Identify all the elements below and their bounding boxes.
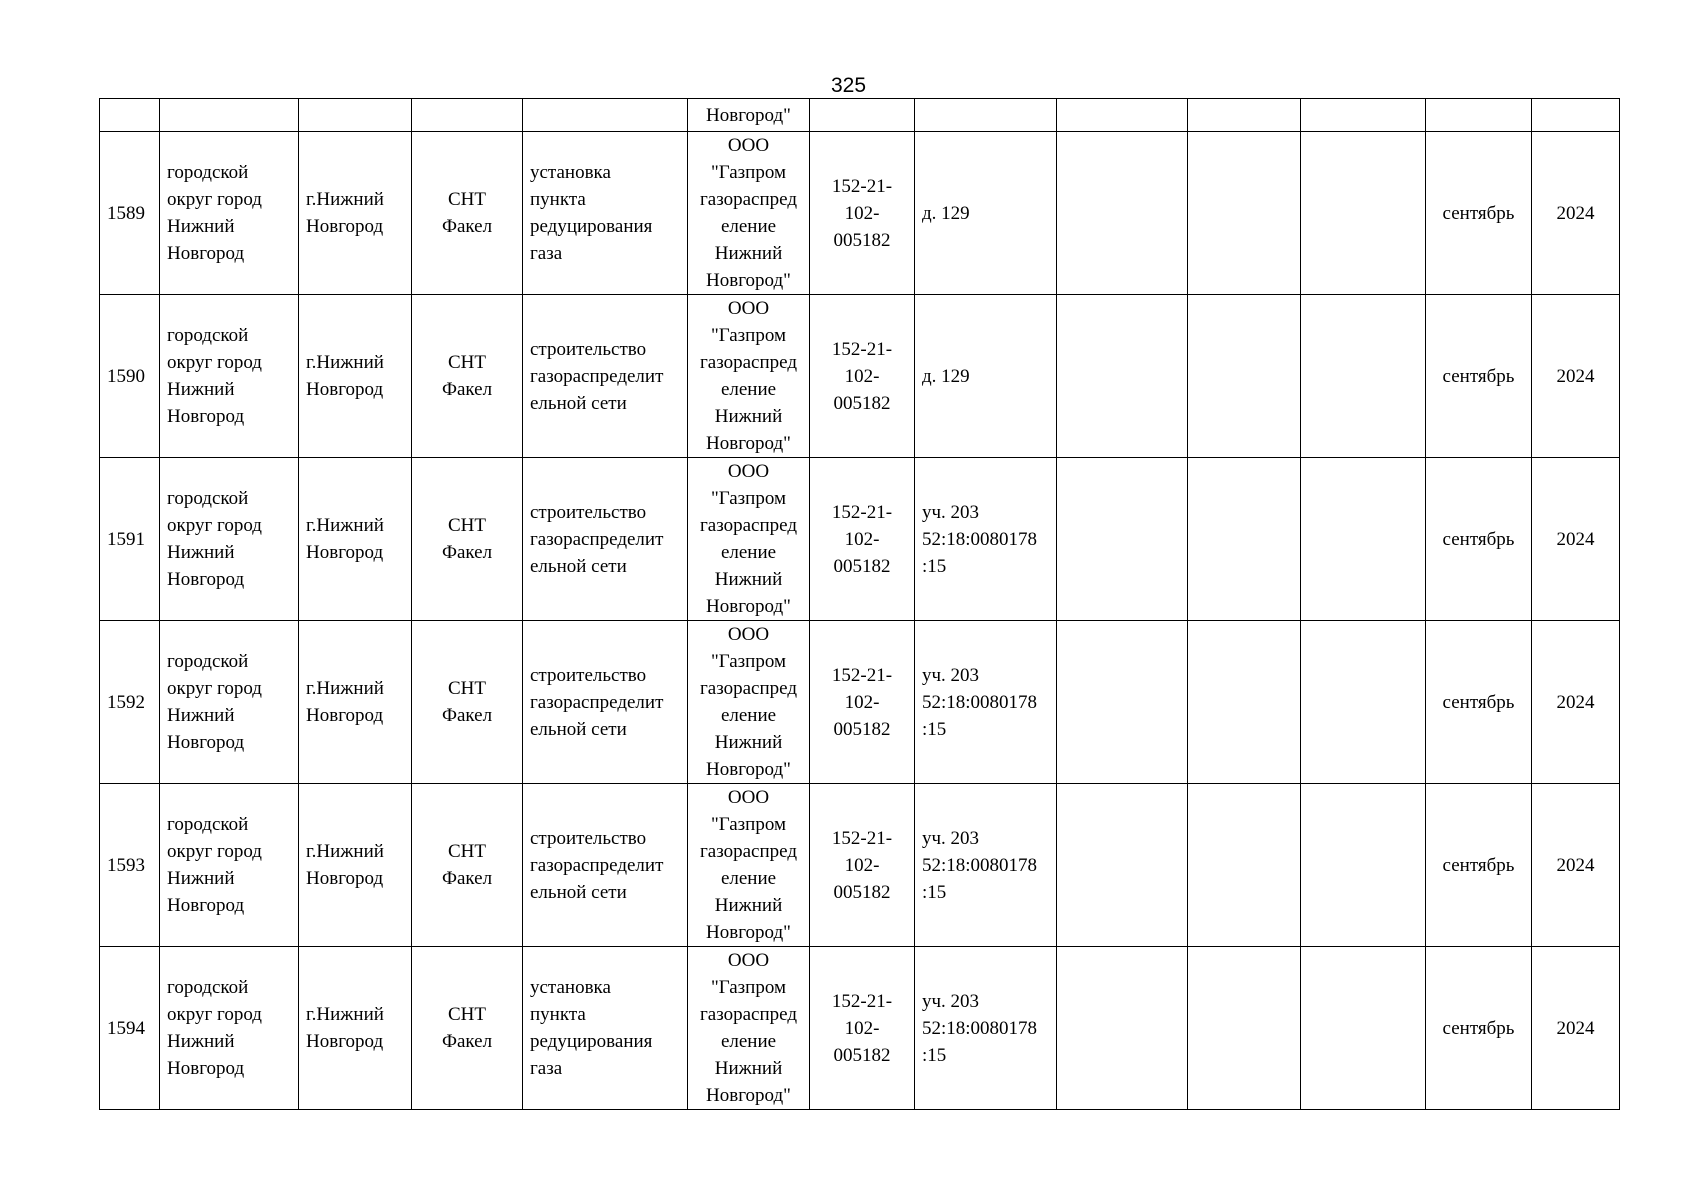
cell-line: "Газпром (710, 814, 787, 835)
cell-line: округ город (167, 1004, 262, 1025)
cell-num: 1590 (100, 295, 160, 458)
cell-line: пункта (530, 189, 586, 210)
table-row (100, 132, 1620, 295)
cell-line: Новгород (167, 1058, 245, 1079)
cell-line: Нижний (714, 732, 783, 753)
cell-work (523, 99, 688, 132)
cell-year: 2024 (1532, 458, 1620, 621)
cell-year: 2024 (1532, 784, 1620, 947)
cell-line: 102- (844, 528, 880, 550)
cell-line: г.Нижний (306, 841, 384, 862)
cell-work (523, 621, 688, 784)
cell-address (915, 621, 1057, 784)
cell-line: газораспределит (530, 365, 664, 387)
cell-district (160, 621, 299, 784)
cell-line: 005182 (833, 718, 891, 740)
cell-line: ООО (727, 298, 770, 319)
cell-line: округ город (167, 352, 262, 373)
cell-line: округ город (167, 678, 262, 699)
cell-num (100, 99, 160, 132)
cell-col9 (1057, 458, 1188, 621)
cell-col11 (1301, 784, 1426, 947)
cell-month: сентябрь (1426, 132, 1532, 295)
cell-line: округ город (167, 515, 262, 536)
cell-organization (688, 947, 810, 1110)
cell-col9 (1057, 621, 1188, 784)
cell-line: городской (167, 325, 249, 346)
cell-line: 005182 (833, 229, 891, 251)
cell-line: газораспред (699, 189, 797, 210)
cell-line: 52:18:0080178 (922, 691, 1038, 713)
cell-num: 1591 (100, 458, 160, 621)
cell-line: :15 (922, 555, 947, 577)
cell-line: городской (167, 162, 249, 183)
cell-line: 152-21- (831, 664, 893, 686)
cell-address (915, 784, 1057, 947)
cell-line: :15 (922, 1044, 947, 1066)
cell-work (523, 458, 688, 621)
cell-city (299, 621, 412, 784)
cell-line: газораспределит (530, 691, 664, 713)
cell-line: 005182 (833, 555, 891, 577)
cell-line: Нижний (714, 243, 783, 264)
cell-line: Нижний (167, 1031, 235, 1052)
cell-line: 102- (844, 365, 880, 387)
cell-work (523, 947, 688, 1110)
cell-line: редуцирования (530, 216, 653, 237)
cell-line: городской (167, 814, 249, 835)
cell-year (1532, 99, 1620, 132)
cell-line: газораспределит (530, 854, 664, 876)
cell-line: уч. 203 (922, 664, 980, 686)
cell-code (810, 99, 915, 132)
cell-line: пункта (530, 1004, 586, 1025)
cell-line: СНТ (448, 1004, 486, 1025)
cell-line: "Газпром (710, 977, 787, 998)
cell-code (810, 458, 915, 621)
cell-col10 (1188, 947, 1301, 1110)
cell-col9 (1057, 784, 1188, 947)
cell-line: 52:18:0080178 (922, 1017, 1038, 1039)
cell-district (160, 947, 299, 1110)
cell-line: установка (530, 977, 611, 998)
cell-line: г.Нижний (306, 189, 384, 210)
cell-line: ООО (727, 787, 770, 808)
cell-line: ельной сети (530, 718, 627, 740)
cell-line: Новгород (167, 406, 245, 427)
cell-col10 (1188, 458, 1301, 621)
cell-year: 2024 (1532, 132, 1620, 295)
cell-city (299, 99, 412, 132)
cell-col11 (1301, 458, 1426, 621)
cell-line: городской (167, 488, 249, 509)
cell-line: г.Нижний (306, 515, 384, 536)
cell-col11 (1301, 947, 1426, 1110)
cell-line: г.Нижний (306, 678, 384, 699)
cell-col10 (1188, 132, 1301, 295)
cell-settlement (412, 99, 523, 132)
table-row (100, 621, 1620, 784)
cell-work (523, 295, 688, 458)
cell-settlement (412, 947, 523, 1110)
cell-line: "Газпром (710, 325, 787, 346)
cell-line: Нижний (167, 216, 235, 237)
cell-line: округ город (167, 841, 262, 862)
cell-year: 2024 (1532, 295, 1620, 458)
cell-col9 (1057, 132, 1188, 295)
cell-month (1426, 99, 1532, 132)
cell-line: Нижний (714, 1058, 783, 1079)
cell-line: 102- (844, 691, 880, 713)
cell-work (523, 132, 688, 295)
cell-line: Новгород" (706, 759, 791, 780)
cell-line: еление (720, 379, 777, 400)
continuation-row (100, 99, 1620, 132)
cell-city (299, 458, 412, 621)
cell-col10 (1188, 621, 1301, 784)
cell-address (915, 947, 1057, 1110)
gasification-register-table (99, 98, 1620, 1110)
cell-line: установка (530, 162, 611, 183)
cell-address (915, 295, 1057, 458)
cell-code (810, 947, 915, 1110)
cell-line: 102- (844, 202, 880, 224)
cell-line: газораспред (699, 841, 797, 862)
cell-line: Новгород (306, 216, 384, 237)
cell-col9 (1057, 947, 1188, 1110)
cell-line: газораспред (699, 352, 797, 373)
table-body (100, 99, 1620, 1110)
cell-line: Нижний (167, 868, 235, 889)
cell-city (299, 295, 412, 458)
cell-settlement (412, 621, 523, 784)
cell-month: сентябрь (1426, 784, 1532, 947)
cell-col11 (1301, 295, 1426, 458)
cell-line: 52:18:0080178 (922, 854, 1038, 876)
table-row (100, 458, 1620, 621)
cell-line: городской (167, 977, 249, 998)
cell-line: округ город (167, 189, 262, 210)
cell-line: Факел (441, 379, 493, 400)
cell-col11 (1301, 621, 1426, 784)
cell-line: уч. 203 (922, 990, 980, 1012)
page-number: 325 (830, 74, 867, 97)
cell-line: Факел (441, 868, 493, 889)
cell-organization (688, 621, 810, 784)
cell-line: "Газпром (710, 488, 787, 509)
cell-address (915, 132, 1057, 295)
cell-work (523, 784, 688, 947)
cell-line: газораспред (699, 515, 797, 536)
cell-line: Факел (441, 542, 493, 563)
cell-month: сентябрь (1426, 295, 1532, 458)
cell-organization (688, 132, 810, 295)
cell-line: ООО (727, 624, 770, 645)
cell-line: 102- (844, 854, 880, 876)
cell-line: Факел (441, 216, 493, 237)
cell-line: Новгород (306, 542, 384, 563)
cell-line: еление (720, 542, 777, 563)
cell-num: 1592 (100, 621, 160, 784)
cell-line: ельной сети (530, 555, 627, 577)
cell-line: газа (530, 243, 563, 264)
cell-line: 005182 (833, 392, 891, 414)
cell-line: "Газпром (710, 162, 787, 183)
cell-address (915, 99, 1057, 132)
cell-line: строительство (530, 827, 647, 849)
cell-line: 005182 (833, 881, 891, 903)
cell-line: строительство (530, 664, 647, 686)
cell-district (160, 784, 299, 947)
cell-col10 (1188, 295, 1301, 458)
cell-line: ООО (727, 135, 770, 156)
cell-line: д. 129 (922, 365, 970, 387)
cell-settlement (412, 132, 523, 295)
cell-line: СНТ (448, 841, 486, 862)
cell-organization (688, 458, 810, 621)
table-row (100, 295, 1620, 458)
cell-line: еление (720, 216, 777, 237)
cell-line: 152-21- (831, 175, 893, 197)
cell-line: редуцирования (530, 1031, 653, 1052)
cell-month: сентябрь (1426, 621, 1532, 784)
cell-line: Нижний (714, 406, 783, 427)
cell-line: Новгород (306, 868, 384, 889)
cell-line: "Газпром (710, 651, 787, 672)
cell-line: ООО (727, 950, 770, 971)
cell-line: Новгород" (706, 433, 791, 454)
cell-code (810, 295, 915, 458)
cell-district (160, 458, 299, 621)
cell-line: ООО (727, 461, 770, 482)
cell-settlement (412, 458, 523, 621)
cell-line: 102- (844, 1017, 880, 1039)
cell-code (810, 132, 915, 295)
cell-organization: Новгород" (688, 99, 810, 132)
cell-code (810, 784, 915, 947)
cell-line: 005182 (833, 1044, 891, 1066)
cell-line: строительство (530, 338, 647, 360)
cell-line: 52:18:0080178 (922, 528, 1038, 550)
cell-line: еление (720, 868, 777, 889)
cell-address (915, 458, 1057, 621)
cell-line: ельной сети (530, 881, 627, 903)
cell-num: 1593 (100, 784, 160, 947)
cell-col9 (1057, 99, 1188, 132)
cell-organization (688, 784, 810, 947)
cell-line: уч. 203 (922, 501, 980, 523)
cell-organization (688, 295, 810, 458)
cell-district (160, 295, 299, 458)
cell-num: 1589 (100, 132, 160, 295)
cell-settlement (412, 784, 523, 947)
cell-line: еление (720, 705, 777, 726)
cell-line: 152-21- (831, 501, 893, 523)
cell-line: д. 129 (922, 202, 970, 224)
cell-line: Новгород (306, 705, 384, 726)
table-row (100, 784, 1620, 947)
cell-year: 2024 (1532, 621, 1620, 784)
cell-line: Новгород (167, 569, 245, 590)
cell-line: СНТ (448, 352, 486, 373)
cell-line: газа (530, 1058, 563, 1079)
cell-city (299, 132, 412, 295)
cell-line: уч. 203 (922, 827, 980, 849)
cell-line: Новгород (306, 1031, 384, 1052)
cell-num: 1594 (100, 947, 160, 1110)
cell-line: Факел (441, 705, 493, 726)
cell-line: Новгород (306, 379, 384, 400)
cell-col10 (1188, 784, 1301, 947)
cell-line: СНТ (448, 515, 486, 536)
cell-city (299, 947, 412, 1110)
cell-line: Новгород" (706, 922, 791, 943)
cell-line: Новгород (167, 895, 245, 916)
cell-settlement (412, 295, 523, 458)
cell-line: Новгород" (706, 270, 791, 291)
cell-col11 (1301, 99, 1426, 132)
cell-month: сентябрь (1426, 458, 1532, 621)
cell-line: газораспределит (530, 528, 664, 550)
cell-district (160, 132, 299, 295)
cell-line: Новгород (167, 243, 245, 264)
cell-line: 152-21- (831, 827, 893, 849)
cell-line: г.Нижний (306, 1004, 384, 1025)
cell-line: СНТ (448, 189, 486, 210)
cell-line: г.Нижний (306, 352, 384, 373)
cell-line: городской (167, 651, 249, 672)
table-row (100, 947, 1620, 1110)
cell-month: сентябрь (1426, 947, 1532, 1110)
cell-line: Нижний (167, 705, 235, 726)
cell-line: Факел (441, 1031, 493, 1052)
cell-line: СНТ (448, 678, 486, 699)
cell-line: Нижний (714, 569, 783, 590)
cell-col11 (1301, 132, 1426, 295)
cell-line: строительство (530, 501, 647, 523)
cell-line: еление (720, 1031, 777, 1052)
cell-line: 152-21- (831, 338, 893, 360)
cell-line: :15 (922, 718, 947, 740)
cell-line: газораспред (699, 1004, 797, 1025)
cell-line: Нижний (167, 542, 235, 563)
cell-line: Новгород" (706, 1085, 791, 1106)
cell-line: Новгород (167, 732, 245, 753)
cell-line: Нижний (714, 895, 783, 916)
cell-code (810, 621, 915, 784)
cell-line: Нижний (167, 379, 235, 400)
cell-district (160, 99, 299, 132)
cell-line: :15 (922, 881, 947, 903)
cell-line: газораспред (699, 678, 797, 699)
cell-col9 (1057, 295, 1188, 458)
cell-line: Новгород" (706, 596, 791, 617)
cell-line: ельной сети (530, 392, 627, 414)
cell-year: 2024 (1532, 947, 1620, 1110)
cell-city (299, 784, 412, 947)
cell-line: 152-21- (831, 990, 893, 1012)
cell-col10 (1188, 99, 1301, 132)
